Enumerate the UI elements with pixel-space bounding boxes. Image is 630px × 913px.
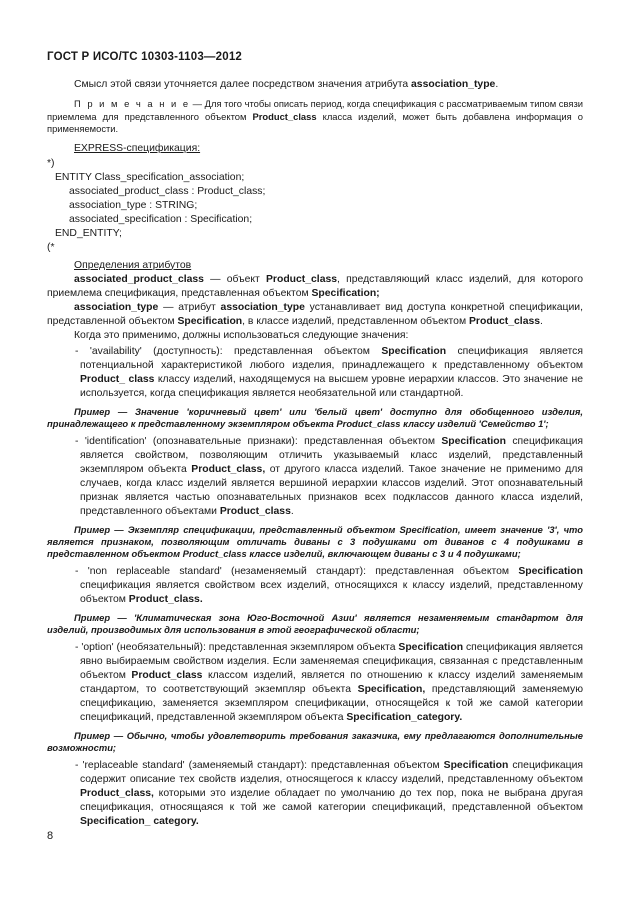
item2-t1: - 'identification' (опознавательные признаки): представленная объектом	[75, 435, 442, 447]
page-header: ГОСТ Р ИСО/ТС 10303-1103—2012	[47, 51, 243, 63]
attr1-b2: Specification;	[311, 287, 380, 299]
example-2: Пример — Экземпляр спецификации, представленный объектом Specification, имеет значение '3', что является признаком, позволяющим отличать диваны с 3 подушками от диванов с 4 подушками в представленном объектом Product_class классе изделий, включающем диваны с 3 и 4 подушками;	[47, 523, 583, 559]
page-content	[47, 78, 583, 829]
attr2-t1: — атрибут	[158, 301, 221, 313]
attr1-name: associated_product_class	[74, 273, 204, 285]
item4-t4: представляющий заменяемую спецификацию, заменяется экземпляром спецификации, относящейся к той же самой категории спецификаций, представленной экземпляром объекта	[80, 683, 583, 723]
item1-t2: спецификация является потенциальной характеристикой любого изделия, принадлежащего к представленному объектом	[80, 345, 584, 371]
values-intro: Когда это применимо, должны использоваться следующие значения:	[74, 329, 409, 341]
attr1-b1: Product_class	[266, 273, 338, 285]
example-4: Пример — Обычно, чтобы удовлетворить требования заказчика, ему предлагаются дополнительные возможности;	[47, 729, 583, 753]
intro-text: Смысл этой связи уточняется далее посредством значения атрибута	[74, 79, 412, 90]
list-item-option	[47, 641, 583, 725]
item5-t1: - 'replaceable standard' (заменяемый стандарт): представленная объектом	[75, 759, 444, 771]
list-item-non-replaceable-standard	[47, 565, 583, 607]
list-item-replaceable-standard	[47, 759, 583, 829]
item1-t1: - 'availability' (доступность): представленная объектом	[75, 345, 382, 357]
attributes-heading: Определения атрибутов	[74, 259, 192, 271]
item4-t2: спецификация является явно выбираемым свойством изделия. Если заменяемая спецификация, связанная с представленным объектом	[80, 641, 583, 681]
item1-b2: Product_ class	[80, 373, 155, 385]
item5-t3: которыми это изделие обладает по умолчанию до тех пор, пока не выбрана другая спецификация, относящаяся к той же самой категории спецификаций, представленной объектом	[80, 787, 583, 813]
note-bold: Product_class	[252, 110, 317, 122]
intro-end: .	[495, 79, 499, 90]
list-item-availability	[47, 345, 583, 401]
attr2-b2: Specification	[177, 315, 243, 327]
item4-b2: Product_class	[131, 669, 203, 681]
note-label: П р и м е ч а н и е	[74, 98, 191, 109]
example-1: Пример — Значение 'коричневый цвет' или 'белый цвет' доступно для обобщенного изделия, принадлежащего к представленному экземпляром объекта Product_class классу изделий 'Семейство 1';	[47, 405, 583, 429]
attr2-t4: .	[540, 315, 543, 327]
item5-b2: Product_class,	[80, 787, 154, 799]
attr2-b3: Product_class	[469, 315, 541, 327]
code-open: *)	[47, 157, 55, 169]
item2-t3: от другого класса изделий. Такое значение не применимо для случаев, когда класс изделий является вершиной иерархии классов изделий. Этот опознавательный признак является частью опознавательных признаков всех подклассов данного класса изделий, представленного объектами	[80, 463, 583, 517]
item3-b2: Product_class.	[128, 593, 203, 605]
attr2-name: association_type	[74, 301, 159, 313]
express-code-block	[47, 157, 583, 255]
item3-t1: - 'non replaceable standard' (незаменяемый стандарт): представленная объектом	[75, 565, 519, 577]
item5-b1: Specification	[443, 759, 509, 771]
attr2-b1: association_type	[220, 301, 305, 313]
attr1-t2: , представляющий класс изделий, для которого приемлема спецификация, представленная объектом	[47, 273, 584, 299]
attr2-t2: устанавливает вид доступа конкретной спецификации, представленной объектом	[47, 301, 584, 327]
intro-bold: association_type	[411, 79, 496, 90]
example-3: Пример — 'Климатическая зона Юго-Восточной Азии' является незаменяемым стандартом для изделий, производимых для использования в этой географической области;	[47, 611, 583, 635]
item4-t1: - 'option' (необязательный): представленная экземпляром объекта	[75, 641, 399, 653]
note-paragraph	[47, 98, 583, 136]
item2-t2: спецификация является свойством, позволяющим отличить указываемый класс изделий, представленный экземпляром объекта	[80, 435, 583, 475]
code-line-2: associated_product_class : Product_class;	[69, 185, 266, 197]
item4-b4: Specification_category.	[346, 711, 463, 723]
code-line-3: association_type : STRING;	[69, 199, 198, 211]
item4-t3: классом изделий, является по отношению к классу изделий заменяемым стандартом, то соответствующий экземпляр объекта	[80, 669, 583, 695]
code-close: (*	[47, 241, 55, 253]
attr2-t3: , в классе изделий, представленном объектом	[242, 315, 469, 327]
code-line-4: associated_specification : Specification;	[69, 213, 253, 225]
item2-t4: .	[290, 505, 294, 517]
intro-paragraph	[47, 78, 583, 92]
item1-b1: Specification	[381, 345, 447, 357]
list-item-identification	[47, 435, 583, 519]
item1-t3: классу изделий, находящемуся на высшем уровне иерархии классов. Это значение не используется, когда спецификация является необязательной или стандартной.	[80, 373, 584, 399]
express-heading: EXPRESS-спецификация:	[74, 142, 201, 154]
item2-b3: Product_class	[219, 505, 291, 517]
item3-b1: Specification	[518, 565, 583, 577]
note-text-2: класса изделий, может быть добавлена информация о применяемости.	[47, 110, 584, 134]
code-line-5: END_ENTITY;	[55, 227, 122, 239]
item5-b3: Specification_ category.	[80, 815, 199, 827]
note-text: — Для того чтобы описать период, когда спецификация с рассматриваемым типом связи приемлема для представленного объектом	[47, 98, 583, 122]
item2-b1: Specification	[441, 435, 506, 447]
item4-b3: Specification,	[357, 683, 426, 695]
item2-b2: Product_class,	[191, 463, 266, 475]
code-line-1: ENTITY Class_specification_association;	[55, 171, 245, 183]
item3-t2: спецификация является свойством всех изделий, относящихся к классу изделий, представленному объектом	[80, 579, 583, 605]
attribute-association-type	[47, 301, 583, 329]
attr1-t1: — объект	[203, 273, 266, 285]
page-number: 8	[47, 830, 54, 842]
item4-b1: Specification	[398, 641, 464, 653]
attribute-associated-product-class	[47, 273, 583, 301]
item5-t2: спецификация содержит описание тех свойств изделия, относящегося к классу изделий, представленному объектом	[80, 759, 583, 785]
